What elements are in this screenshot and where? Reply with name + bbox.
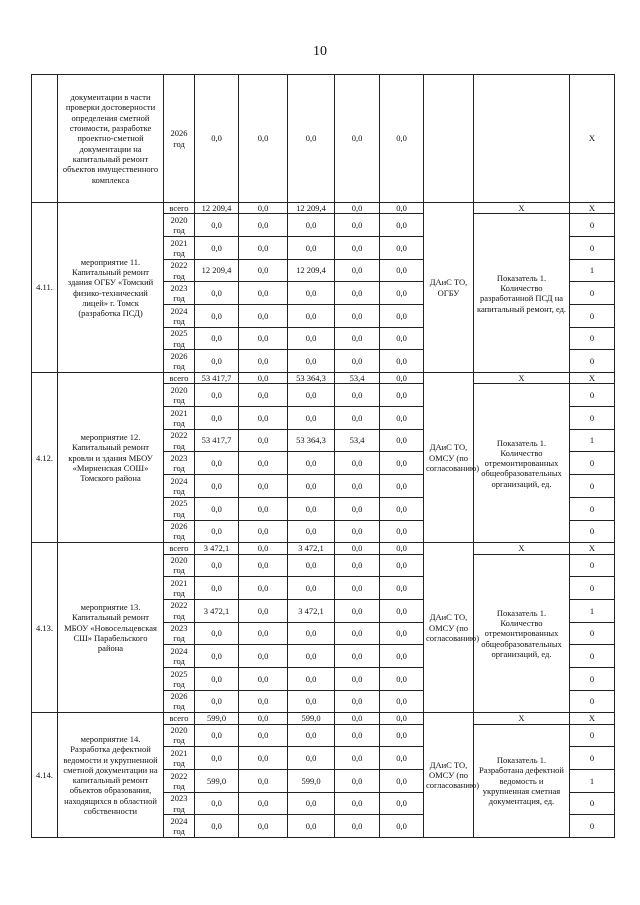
total-value: 0,0 [335,203,380,214]
year-value: 0,0 [335,792,380,815]
year-value: 53,4 [335,429,380,452]
target-cell: 0 [570,645,615,668]
total-value: 53 364,3 [288,373,335,384]
table-row [32,373,615,384]
year-value: 0,0 [288,690,335,713]
target-cell: 0 [570,497,615,520]
year-value: 0,0 [239,475,288,498]
total-value: 0,0 [380,543,424,554]
target-cell: 0 [570,520,615,543]
value-regional: 0,0 [288,75,335,203]
year-value: 0,0 [380,554,424,577]
total-value: 12 209,4 [288,203,335,214]
indicator-total: X [474,713,570,724]
year-value: 0,0 [380,815,424,838]
year-value: 0,0 [380,645,424,668]
table-row [32,203,615,214]
year-value: 0,0 [239,407,288,430]
year-value: 3 472,1 [288,599,335,622]
year-value: 0,0 [239,815,288,838]
year-value: 0,0 [239,259,288,282]
total-label: всего [164,543,195,554]
year-value: 0,0 [195,690,239,713]
year-value: 0,0 [380,282,424,305]
year-cell: 2024 год [164,475,195,498]
year-value: 0,0 [335,305,380,328]
year-value: 0,0 [239,747,288,770]
year-cell: 2022 год [164,429,195,452]
row-number: 4.11. [32,203,58,373]
target-cell: 1 [570,429,615,452]
target-cell: 0 [570,690,615,713]
year-value: 0,0 [195,327,239,350]
year-value: 0,0 [195,815,239,838]
year-cell: 2023 год [164,452,195,475]
year-value: 0,0 [288,452,335,475]
total-label: всего [164,373,195,384]
year-cell: 2024 год [164,645,195,668]
year-value: 0,0 [239,667,288,690]
year-value: 0,0 [380,236,424,259]
year-cell: 2026 год [164,350,195,373]
target-cell: 0 [570,452,615,475]
year-value: 0,0 [288,475,335,498]
year-value: 0,0 [380,724,424,747]
year-cell: 2024 год [164,815,195,838]
year-value: 0,0 [288,622,335,645]
page-number: 10 [313,44,327,59]
target-cell: 0 [570,622,615,645]
responsible-cell [424,75,474,203]
year-value: 0,0 [288,350,335,373]
year-value: 0,0 [288,554,335,577]
value-other: 0,0 [380,75,424,203]
target-cell: 0 [570,815,615,838]
year-value: 0,0 [335,667,380,690]
target-cell: X [570,75,615,203]
total-value: 3 472,1 [288,543,335,554]
year-cell: 2021 год [164,577,195,600]
year-value: 0,0 [288,577,335,600]
year-value: 3 472,1 [195,599,239,622]
responsible-cell: ДАиС ТО, ОМСУ (по согласованию) [424,713,474,838]
indicator-cell [474,75,570,203]
target-cell: 0 [570,792,615,815]
year-value: 0,0 [239,497,288,520]
year-value: 0,0 [335,384,380,407]
year-value: 0,0 [195,554,239,577]
year-value: 0,0 [288,327,335,350]
year-value: 0,0 [239,724,288,747]
year-value: 0,0 [239,520,288,543]
year-value: 53 364,3 [288,429,335,452]
year-value: 0,0 [239,305,288,328]
measure-name: мероприятие 12. Капитальный ремонт кровли и здания МБОУ «Мирненская СОШ» Томского района [58,373,164,543]
year-value: 0,0 [195,475,239,498]
indicator-cell: Показатель 1. Количество отремонтированных общеобразовательных организаций, ед. [474,384,570,543]
year-value: 0,0 [195,667,239,690]
year-value: 0,0 [239,622,288,645]
table-body [32,75,615,838]
target-cell: 0 [570,282,615,305]
total-value: 599,0 [288,713,335,724]
year-value: 0,0 [380,214,424,237]
year-value: 0,0 [335,497,380,520]
value-local: 0,0 [335,75,380,203]
table-row [32,543,615,554]
target-total: X [570,373,615,384]
year-value: 0,0 [380,577,424,600]
year-value: 0,0 [335,214,380,237]
year-value: 0,0 [239,429,288,452]
indicator-cell: Показатель 1. Количество разработанной ПСД на капитальный ремонт, ед. [474,214,570,373]
year-value: 0,0 [288,214,335,237]
row-number [32,75,58,203]
year-value: 0,0 [380,384,424,407]
row-number: 4.14. [32,713,58,838]
program-table [31,74,615,838]
total-value: 599,0 [195,713,239,724]
total-value: 53 417,7 [195,373,239,384]
year-value: 0,0 [335,236,380,259]
year-value: 0,0 [380,327,424,350]
year-value: 599,0 [288,770,335,793]
year-value: 0,0 [288,645,335,668]
measure-name: документации в части проверки достоверности определения сметной стоимости, разработке проектно-сметной документации на капитальный ремонт объектов имущественного комплекса [58,75,164,203]
total-value: 0,0 [239,713,288,724]
year-value: 0,0 [335,815,380,838]
year-value: 0,0 [380,452,424,475]
year-cell: 2023 год [164,792,195,815]
year-cell: 2026 год [164,520,195,543]
target-cell: 0 [570,407,615,430]
year-value: 0,0 [239,599,288,622]
total-value: 0,0 [239,543,288,554]
year-value: 0,0 [335,622,380,645]
year-value: 0,0 [195,384,239,407]
target-total: X [570,543,615,554]
target-cell: 0 [570,350,615,373]
year-value: 0,0 [380,667,424,690]
year-cell: 2022 год [164,259,195,282]
measure-name: мероприятие 14. Разработка дефектной ведомости и укрупненной сметной документации на капитальный ремонт объектов образования, находящихся в областной собственности [58,713,164,838]
year-cell: 2025 год [164,497,195,520]
year-cell: 2026 год [164,690,195,713]
year-value: 0,0 [380,497,424,520]
year-value: 0,0 [239,792,288,815]
year-value: 0,0 [335,724,380,747]
total-value: 3 472,1 [195,543,239,554]
year-cell: 2026 год [164,75,195,203]
target-cell: 0 [570,327,615,350]
year-cell: 2020 год [164,554,195,577]
year-value: 0,0 [335,475,380,498]
year-value: 0,0 [380,475,424,498]
year-value: 0,0 [195,236,239,259]
year-value: 0,0 [288,724,335,747]
target-cell: 0 [570,577,615,600]
responsible-cell: ДАиС ТО, ОМСУ (по согласованию) [424,373,474,543]
year-value: 0,0 [335,327,380,350]
year-value: 0,0 [380,407,424,430]
year-value: 0,0 [335,452,380,475]
year-value: 0,0 [335,770,380,793]
year-cell: 2024 год [164,305,195,328]
total-value: 12 209,4 [195,203,239,214]
measure-name: мероприятие 13. Капитальный ремонт МБОУ «Новосельцевская СШ» Парабельского района [58,543,164,713]
year-value: 0,0 [195,622,239,645]
total-value: 0,0 [335,543,380,554]
target-cell: 0 [570,305,615,328]
year-value: 0,0 [195,520,239,543]
row-number: 4.13. [32,543,58,713]
year-cell: 2021 год [164,747,195,770]
year-cell: 2023 год [164,622,195,645]
year-value: 0,0 [380,599,424,622]
year-value: 0,0 [239,690,288,713]
target-cell: 0 [570,554,615,577]
year-value: 0,0 [288,667,335,690]
year-value: 0,0 [288,305,335,328]
year-value: 0,0 [335,350,380,373]
year-value: 0,0 [380,520,424,543]
year-value: 0,0 [335,520,380,543]
target-cell: 0 [570,384,615,407]
year-value: 0,0 [239,645,288,668]
year-value: 0,0 [195,407,239,430]
year-cell: 2021 год [164,407,195,430]
year-value: 53 417,7 [195,429,239,452]
table-row [32,75,615,203]
indicator-total: X [474,203,570,214]
row-number: 4.12. [32,373,58,543]
target-cell: 1 [570,599,615,622]
year-value: 0,0 [335,747,380,770]
total-value: 0,0 [239,373,288,384]
total-value: 0,0 [239,203,288,214]
measure-name: мероприятие 11. Капитальный ремонт здания ОГБУ «Томский физико-технический лицей» г. Томск (разработка ПСД) [58,203,164,373]
year-value: 0,0 [195,747,239,770]
year-cell: 2020 год [164,384,195,407]
indicator-total: X [474,373,570,384]
target-cell: 1 [570,259,615,282]
year-value: 0,0 [239,554,288,577]
year-cell: 2023 год [164,282,195,305]
year-value: 0,0 [380,305,424,328]
value-total: 0,0 [195,75,239,203]
table-row [32,713,615,724]
target-cell: 1 [570,770,615,793]
year-value: 0,0 [335,407,380,430]
year-value: 0,0 [195,792,239,815]
year-value: 0,0 [288,384,335,407]
target-cell: 0 [570,747,615,770]
year-value: 0,0 [195,452,239,475]
year-value: 599,0 [195,770,239,793]
year-value: 0,0 [288,747,335,770]
year-value: 0,0 [380,350,424,373]
year-value: 0,0 [288,792,335,815]
year-value: 0,0 [195,282,239,305]
year-cell: 2025 год [164,327,195,350]
year-value: 0,0 [380,690,424,713]
year-value: 0,0 [195,305,239,328]
year-value: 0,0 [288,407,335,430]
year-value: 0,0 [195,724,239,747]
total-value: 53,4 [335,373,380,384]
year-value: 0,0 [195,497,239,520]
value-federal: 0,0 [239,75,288,203]
year-value: 0,0 [335,599,380,622]
total-label: всего [164,203,195,214]
total-value: 0,0 [335,713,380,724]
year-value: 12 209,4 [195,259,239,282]
year-value: 0,0 [335,554,380,577]
indicator-cell: Показатель 1. Разработана дефектной ведомость и укрупненная сметная документация, ед. [474,724,570,837]
year-value: 0,0 [380,770,424,793]
year-value: 0,0 [288,497,335,520]
year-value: 0,0 [195,645,239,668]
responsible-cell: ДАиС ТО, ОМСУ (по согласованию) [424,543,474,713]
year-value: 0,0 [239,770,288,793]
year-value: 0,0 [288,236,335,259]
year-value: 0,0 [335,690,380,713]
indicator-total: X [474,543,570,554]
year-value: 0,0 [239,452,288,475]
year-value: 0,0 [239,350,288,373]
year-value: 0,0 [195,577,239,600]
target-cell: 0 [570,667,615,690]
total-value: 0,0 [380,373,424,384]
target-total: X [570,203,615,214]
year-value: 0,0 [288,815,335,838]
year-value: 0,0 [239,282,288,305]
target-cell: 0 [570,475,615,498]
total-label: всего [164,713,195,724]
year-cell: 2022 год [164,770,195,793]
year-value: 0,0 [239,577,288,600]
year-value: 0,0 [239,327,288,350]
year-cell: 2022 год [164,599,195,622]
target-cell: 0 [570,236,615,259]
total-value: 0,0 [380,713,424,724]
indicator-cell: Показатель 1. Количество отремонтированных общеобразовательных организаций, ед. [474,554,570,713]
year-value: 0,0 [335,645,380,668]
year-value: 0,0 [335,282,380,305]
year-cell: 2020 год [164,214,195,237]
year-cell: 2025 год [164,667,195,690]
target-cell: 0 [570,724,615,747]
year-cell: 2021 год [164,236,195,259]
year-value: 0,0 [335,259,380,282]
year-value: 0,0 [380,747,424,770]
target-total: X [570,713,615,724]
year-value: 0,0 [239,384,288,407]
year-value: 0,0 [380,622,424,645]
year-value: 0,0 [288,520,335,543]
year-value: 0,0 [239,236,288,259]
year-value: 12 209,4 [288,259,335,282]
year-value: 0,0 [335,577,380,600]
year-value: 0,0 [380,429,424,452]
year-cell: 2020 год [164,724,195,747]
responsible-cell: ДАиС ТО, ОГБУ [424,203,474,373]
total-value: 0,0 [380,203,424,214]
year-value: 0,0 [195,214,239,237]
year-value: 0,0 [239,214,288,237]
year-value: 0,0 [288,282,335,305]
year-value: 0,0 [380,792,424,815]
year-value: 0,0 [380,259,424,282]
year-value: 0,0 [195,350,239,373]
target-cell: 0 [570,214,615,237]
